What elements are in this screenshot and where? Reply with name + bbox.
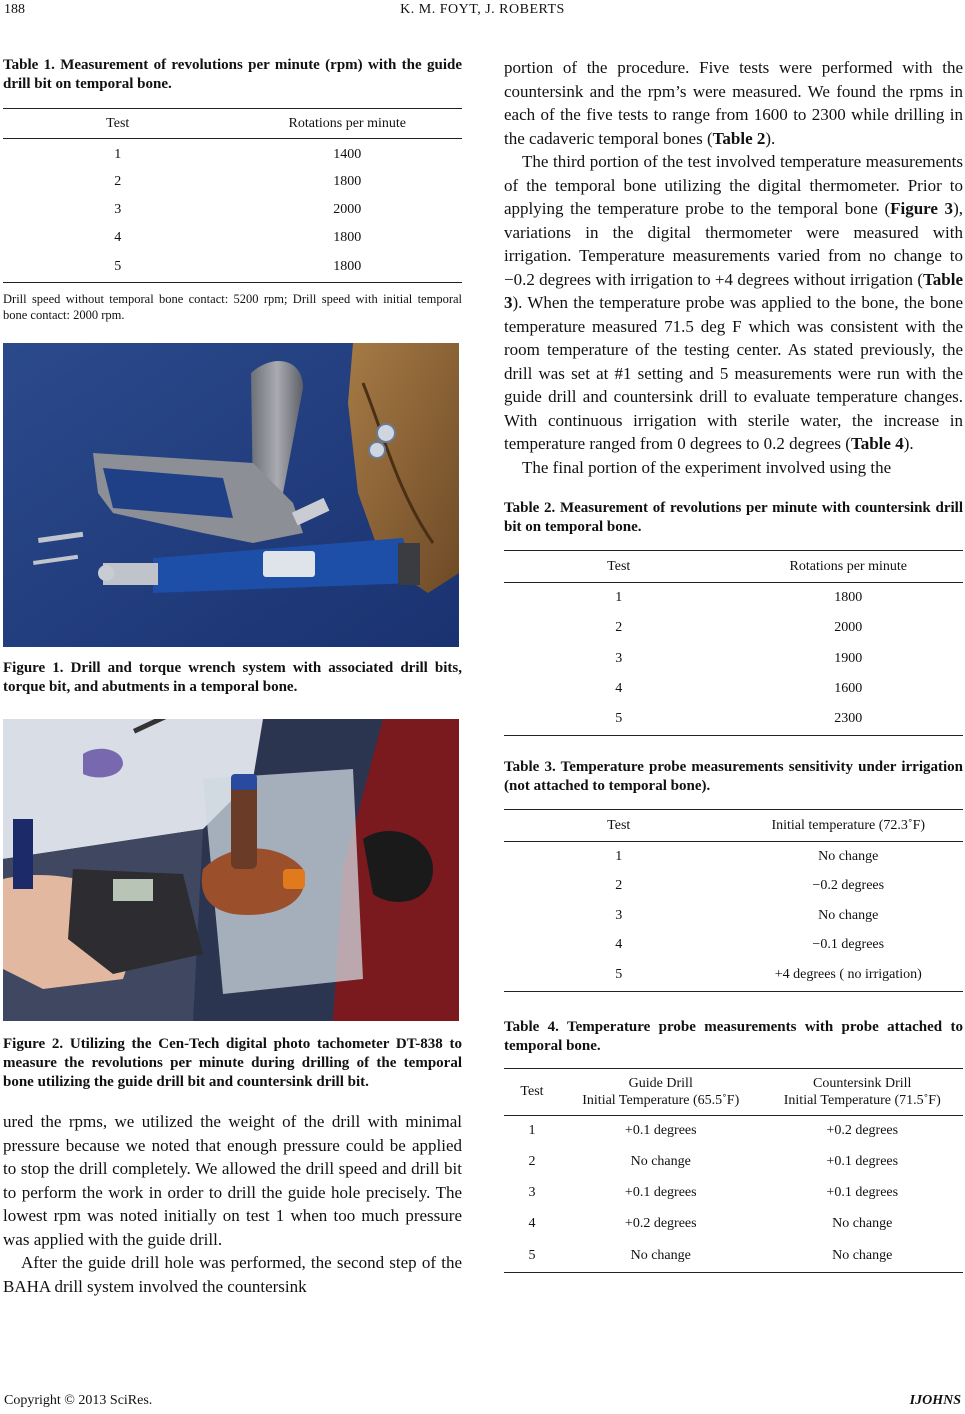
text-run: portion of the procedure. Five tests were performed with the countersink and the rpm’s were measured. We found the rpms in each of the five tests to range from 1600 to 2300 while drilling in the cadaveric temporal bones ( (504, 58, 963, 148)
table4-cell: 1 (528, 1123, 536, 1139)
table2-cell: 1 (615, 589, 623, 605)
right-paragraph-2 (504, 150, 963, 456)
table1-cell: 1400 (333, 147, 362, 163)
left-column (3, 50, 462, 1298)
table4-cell: 5 (504, 1240, 560, 1273)
table-row (504, 1116, 963, 1147)
table1-cell: 2 (114, 173, 122, 189)
table4-cell: +0.1 degrees (624, 1185, 697, 1200)
table4-cell: +0.1 degrees (826, 1154, 899, 1169)
table-row (504, 1178, 963, 1209)
table-row (3, 139, 462, 168)
table1-cell: 5 (3, 253, 233, 283)
table-row (3, 253, 462, 283)
table-row (504, 583, 963, 613)
table3-cell: No change (818, 907, 879, 923)
table4-cell: No change (630, 1154, 691, 1169)
left-body-text (3, 1110, 462, 1298)
table4-cell: +0.2 degrees (826, 1123, 899, 1139)
table-row (504, 1147, 963, 1178)
table3-reference: Table 3 (504, 269, 963, 312)
text-run: The third portion of the test involved temperature measurements of the temporal bone utilizing the digital thermometer. Prior to applying the temperature probe to the temporal bone ( (504, 152, 963, 218)
table3-cell: +4 degrees ( no irrigation) (734, 960, 964, 992)
journal-name: IJOHNS (909, 1393, 961, 1408)
table2-cell: 2 (615, 620, 623, 635)
table2-caption: Table 2. Measurement of revolutions per minute with countersink drill bit on temporal bone. (504, 500, 963, 535)
table1-col-rpm: Rotations per minute (233, 109, 463, 139)
table4-cell: +0.1 degrees (624, 1123, 697, 1139)
figure1-caption: Figure 1. Drill and torque wrench system with associated drill bits, torque bit, and abutments in a temporal bone. (3, 660, 462, 695)
right-column (504, 50, 963, 1273)
table1-cell: 1 (114, 147, 122, 163)
right-body-text (504, 56, 963, 479)
table-row (504, 901, 963, 931)
table3-cell: 2 (615, 878, 623, 893)
drill-torque-wrench-photo (3, 343, 459, 647)
table1-note: Drill speed without temporal bone contact: 5200 rpm; Drill speed with initial temporal bone contact: 2000 rpm. (3, 292, 462, 322)
table-row (504, 704, 963, 736)
figure3-reference: Figure 3 (890, 199, 954, 218)
table3-cell: 5 (504, 960, 734, 992)
table4-cell: 4 (528, 1216, 536, 1231)
table2-col-rpm: Rotations per minute (734, 551, 964, 583)
table4-cell: +0.1 degrees (826, 1185, 899, 1200)
table1-col-test: Test (3, 109, 233, 139)
table4-caption: Table 4. Temperature probe measurements with probe attached to temporal bone. (504, 1019, 963, 1054)
table3 (504, 809, 963, 992)
table-row (3, 224, 462, 253)
table-row (504, 842, 963, 872)
table-row (504, 674, 963, 704)
table2-cell: 5 (504, 704, 734, 736)
table4-cell: No change (832, 1216, 893, 1231)
running-head (0, 0, 965, 26)
table3-col-initial-temp: Initial temperature (72.3˚F) (734, 810, 964, 842)
figure2-photo (3, 719, 459, 1021)
table1 (3, 108, 462, 283)
table3-cell: 4 (615, 937, 623, 952)
table-row (504, 644, 963, 674)
table2-cell: 1800 (834, 589, 863, 605)
table4-reference: Table 4 (850, 434, 904, 453)
table4-countersink-initial-temp: Initial Temperature (71.5˚F) (783, 1093, 941, 1108)
table3-cell: −0.2 degrees (812, 878, 885, 893)
table1-cell: 2000 (333, 201, 362, 217)
table4-guide-initial-temp: Initial Temperature (65.5˚F) (582, 1093, 740, 1108)
text-run: ). When the temperature probe was applied to the bone, the bone temperature measured 71.5 deg F which was consistent with the room temperature of the testing center. As stated previously, the drill was set at #1 setting and 5 measurements were run with the guide drill and countersink drill to evaluate temperature changes. With continuous irrigation with sterile water, the increase in temperature ranged from 0 degrees to 0.2 degrees ( (504, 293, 963, 453)
text-run: ), variations in the digital thermometer were measured with irrigation. Temperature measurements varied from no change to −0.2 degrees with irrigation to +4 degrees without irrigation ( (504, 199, 963, 289)
table4-col-countersink-drill (762, 1069, 964, 1116)
table1-cell: 4 (114, 230, 122, 245)
table-row (3, 196, 462, 224)
table2-reference: Table 2 (712, 128, 766, 148)
table2-cell: 2300 (734, 704, 964, 736)
table4 (504, 1068, 963, 1273)
table4-col-guide-drill (560, 1069, 762, 1116)
table3-col-test: Test (504, 810, 734, 842)
right-paragraph-3: The final portion of the experiment involved using the (522, 457, 892, 477)
table3-cell: 1 (615, 848, 623, 864)
figure1-photo (3, 343, 459, 647)
figure2-caption: Figure 2. Utilizing the Cen-Tech digital photo tachometer DT-838 to measure the revolutions per minute during drilling of the temporal bone utilizing the guide drill bit and countersink drill bit. (3, 1036, 462, 1090)
table4-cell: 3 (528, 1185, 536, 1200)
table4-cell: No change (762, 1240, 964, 1273)
table-row (504, 872, 963, 901)
table-row (504, 931, 963, 960)
right-paragraph-1 (504, 56, 963, 150)
table2-cell: 1600 (834, 680, 863, 696)
table3-caption: Table 3. Temperature probe measurements sensitivity under irrigation (not attached to temporal bone). (504, 759, 963, 794)
table1-cell: 1800 (333, 173, 362, 189)
text-run: ). (903, 434, 914, 453)
left-paragraph-2: After the guide drill hole was performed, the second step of the BAHA drill system involved the countersink (3, 1253, 462, 1296)
table2-col-test: Test (504, 551, 734, 583)
page-number: 188 (4, 2, 25, 17)
table2-cell: 4 (615, 680, 623, 696)
text-run: ). (765, 128, 776, 148)
table4-countersink-label: Countersink Drill (813, 1076, 912, 1091)
table1-cell: 1800 (333, 230, 362, 245)
table2 (504, 550, 963, 736)
running-head-authors: K. M. FOYT, J. ROBERTS (400, 2, 565, 17)
table4-cell: 2 (528, 1154, 536, 1169)
tachometer-photo (3, 719, 459, 1021)
table-row (504, 1240, 963, 1273)
table-row (504, 613, 963, 644)
table1-cell: 3 (114, 201, 122, 217)
table4-col-test: Test (504, 1069, 560, 1116)
left-paragraph-1: ured the rpms, we utilized the weight of the drill with minimal pressure because we noted that enough pressure could be applied to stop the drill completely. We allowed the drill speed and drill bit to perform the work in order to drill the guide hole precisely. The lowest rpm was noted initially on test 1 when too much pressure was applied with the guide drill. (3, 1112, 462, 1249)
table2-cell: 2000 (834, 620, 863, 635)
table2-cell: 3 (615, 650, 623, 666)
table4-cell: No change (560, 1240, 762, 1273)
table-row (504, 960, 963, 992)
table4-cell: +0.2 degrees (624, 1216, 697, 1231)
table-row (504, 1209, 963, 1240)
copyright-notice: Copyright © 2013 SciRes. (4, 1393, 153, 1408)
table4-guide-label: Guide Drill (628, 1076, 693, 1091)
table3-cell: No change (818, 848, 879, 864)
table1-cell: 1800 (233, 253, 463, 283)
table2-cell: 1900 (834, 650, 863, 666)
table-row (3, 168, 462, 196)
table3-cell: −0.1 degrees (812, 937, 885, 952)
table1-caption: Table 1. Measurement of revolutions per minute (rpm) with the guide drill bit on temporal bone. (3, 57, 462, 92)
table3-cell: 3 (615, 907, 623, 923)
